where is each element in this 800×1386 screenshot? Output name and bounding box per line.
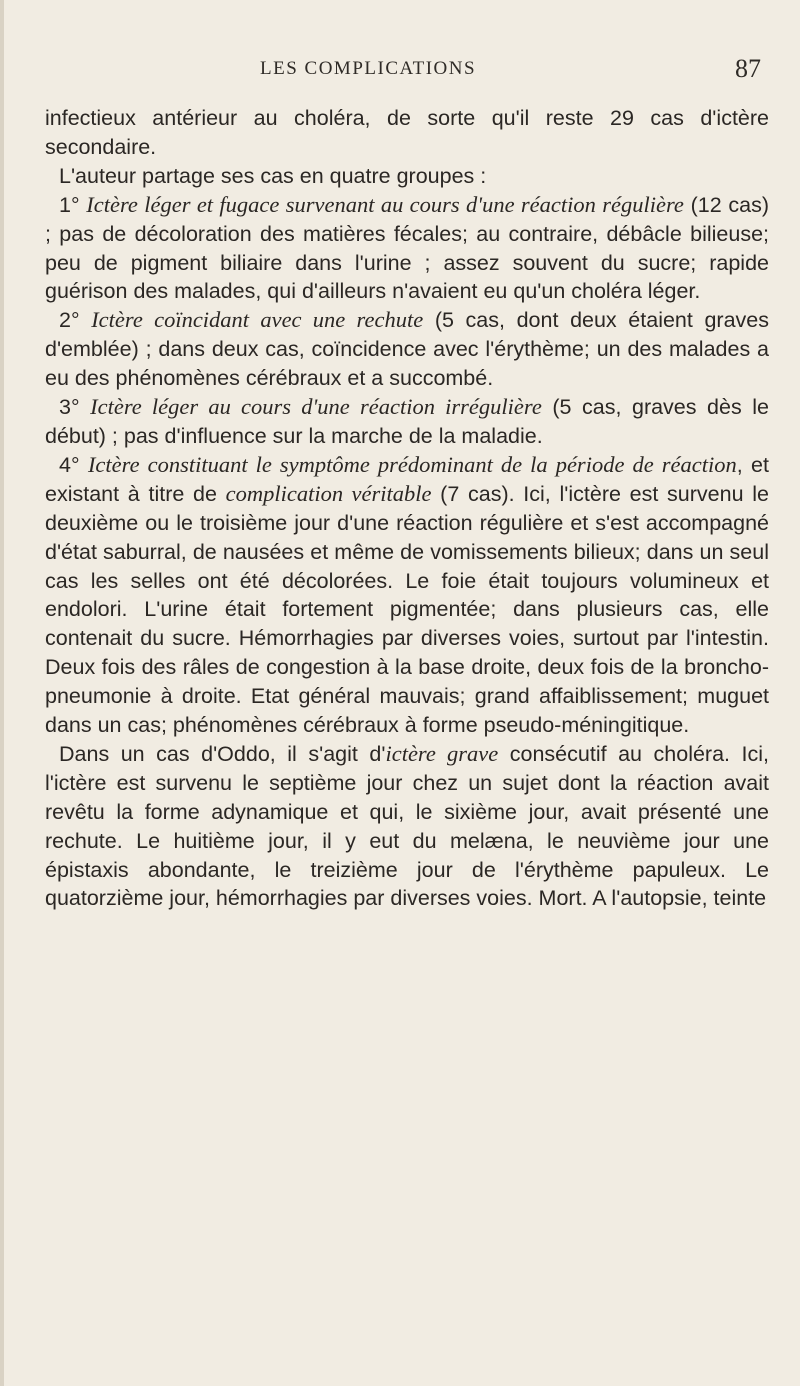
text-segment: (5 cas, graves dès le début) ; pas d'influence sur la marche de la maladie. bbox=[45, 395, 770, 448]
text-segment: (12 cas) ; pas de décoloration des matières fécales; au contraire, débâcle bilieuse; peu de pigment biliaire dans l'urine ; assez souvent du sucre; rapide guérison des malades, qui d'ailleurs n'avaient eu qu'un choléra léger. bbox=[45, 192, 769, 304]
text-segment: L'auteur partage ses cas en quatre groupes : bbox=[59, 163, 487, 188]
emphasis-complication: complication véritable bbox=[225, 480, 432, 506]
text-segment: infectieux antérieur au choléra, de sorte qu'il reste 29 cas d'ictère secondaire. bbox=[45, 106, 769, 159]
group-number: 3° bbox=[59, 395, 91, 420]
paragraph-oddo-case bbox=[45, 740, 769, 913]
group-title: Ictère constituant le symptôme prédominant de la période de réaction bbox=[87, 451, 737, 477]
group-number: 1° bbox=[59, 192, 87, 217]
text-segment: , et existant à titre de bbox=[45, 452, 769, 506]
group-title: Ictère coïncidant avec une rechute bbox=[91, 307, 424, 333]
text-segment: Dans un cas d'Oddo, il s'agit d' bbox=[59, 741, 386, 766]
group-title: Ictère léger et fugace survenant au cours d'une réaction régulière bbox=[86, 191, 684, 217]
paragraph-groups-intro bbox=[45, 162, 769, 191]
page-number: 87 bbox=[735, 54, 761, 83]
running-title: LES COMPLICATIONS bbox=[260, 58, 477, 79]
emphasis-ictere-grave: ictère grave bbox=[385, 740, 499, 766]
paragraph-group-4 bbox=[45, 451, 769, 740]
paragraph-group-2 bbox=[45, 306, 769, 393]
group-title: Ictère léger au cours d'une réaction irrégulière bbox=[90, 394, 542, 420]
paragraph-group-1 bbox=[45, 191, 769, 307]
text-segment: (5 cas, dont deux étaient graves d'emblée) ; dans deux cas, coïncidence avec l'érythème; un des malades a eu des phénomènes cérébraux et a succombé. bbox=[45, 308, 770, 391]
paragraph-intro-continuation bbox=[45, 104, 769, 162]
body-text bbox=[45, 104, 769, 913]
group-number: 4° bbox=[59, 452, 88, 477]
text-segment: consécutif au choléra. Ici, l'ictère est survenu le septième jour chez un sujet dont la réaction avait revêtu la forme adynamique et qui, le sixième jour, avait présenté une rechute. Le huitième jour, il y eut du melæna, le neuvième jour une épistaxis abondante, le treizième jour de l'érythème papuleux. Le quatorzième jour, hémorrhagies par diverses voies. Mort. A l'autopsie, teinte bbox=[45, 741, 770, 911]
page-edge bbox=[0, 0, 4, 1386]
paragraph-group-3 bbox=[45, 393, 769, 451]
page-header bbox=[0, 50, 800, 90]
text-segment: (7 cas). Ici, l'ictère est survenu le deuxième ou le troisième jour d'une réaction régulière et s'est accompagné d'état saburral, de nausées et même de vomissements bilieux; dans un seul cas les selles ont été décolorées. Le foie était toujours volumineux et endolori. L'urine était fortement pigmentée; dans plusieurs cas, elle contenait du sucre. Hémorrhagies par diverses voies, surtout par l'intestin. Deux fois des râles de congestion à la base droite, deux fois de la broncho-pneumonie à droite. Etat général mauvais; grand affaiblissement; muguet dans un cas; phénomènes cérébraux à forme pseudo-méningitique. bbox=[45, 481, 769, 738]
group-number: 2° bbox=[59, 308, 92, 333]
